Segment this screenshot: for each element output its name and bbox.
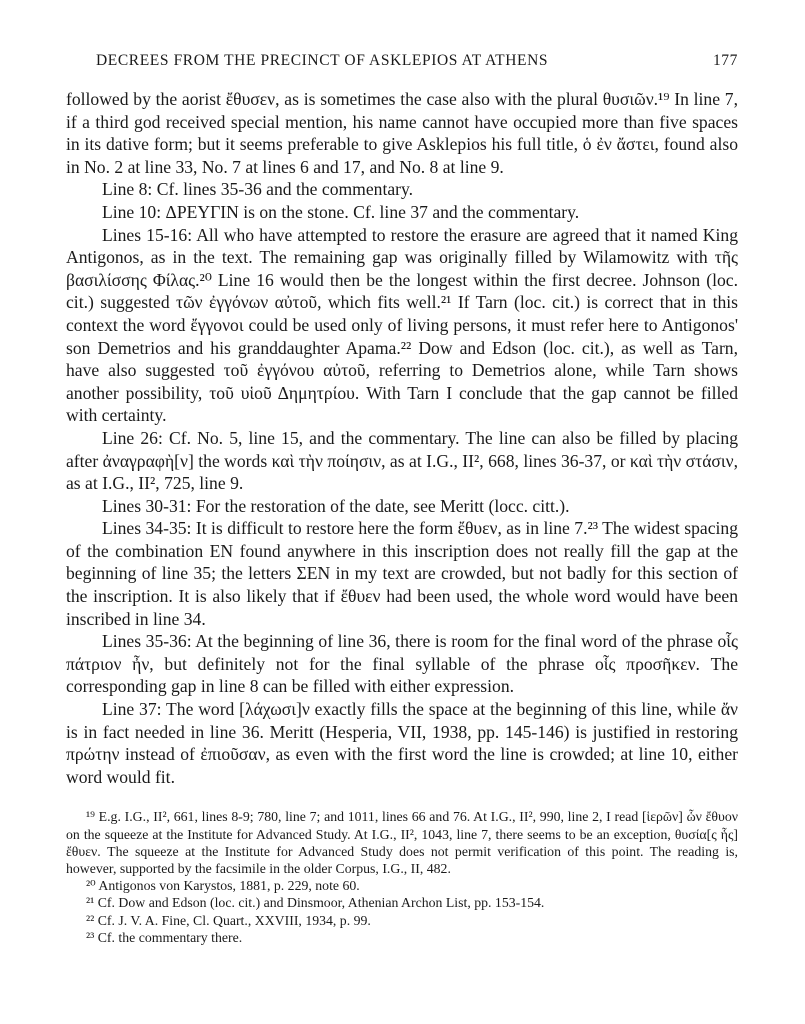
paragraph: Line 26: Cf. No. 5, line 15, and the commentary. The line can also be filled by placing after ἀναγραφὴ[ν] the words καὶ τὴν ποίησιν, as at I.G., II², 668, lines 36-37, or καὶ τὴν στάσιν, as at I.G., II², 725, line 9. (66, 427, 738, 494)
paragraph: Lines 15-16: All who have attempted to restore the erasure are agreed that it named King Antigonos, as in the text. The remaining gap was originally filled by Wilamowitz with τῆς βασιλίσσης Φίλας.²⁰ Line 16 would then be the longest within the first decree. Johnson (loc. cit.) suggested τῶν ἐγγόνων αὐτοῦ, which fits well.²¹ If Tarn (loc. cit.) is correct that in this context the word ἔγγονοι could be used only of living persons, it must refer here to Antigonos' son Demetrios and his granddaughter Apama.²² Dow and Edson (loc. cit.), as well as Tarn, have also suggested τοῦ ἐγγόνου αὐτοῦ, referring to Demetrios alone, while Tarn shows another possibility, τοῦ υἱοῦ Δημητρίου. With Tarn I conclude that the gap cannot be filled with certainty. (66, 224, 738, 426)
paragraph: Line 10: ΔΡΕΥΓΙΝ is on the stone. Cf. line 37 and the commentary. (102, 201, 580, 222)
footnote: ²² Cf. J. V. A. Fine, Cl. Quart., XXVIII, 1934, p. 99. (86, 912, 371, 928)
paragraph: Lines 35-36: At the beginning of line 36, there is room for the final word of the phrase οἷς πάτριον ἦν, but definitely not for the final syllable of the phrase οἷς προσῆκεν. The corresponding gap in line 8 can be filled with either expression. (66, 631, 738, 697)
paragraph: Lines 34-35: It is difficult to restore here the form ἔθυεν, as in line 7.²³ The widest spacing of the combination ΕΝ found anywhere in this inscription does not really fill the gap at the beginning of line 35; the letters ΣΕΝ in my text are crowded, but not badly for this section of the inscription. It is also likely that if ἔθυεν had been used, the whole word would have been inscribed in line 34. (66, 518, 738, 629)
paragraph: Lines 30-31: For the restoration of the date, see Meritt (locc. citt.). (102, 495, 570, 516)
running-head-title: DECREES FROM THE PRECINCT OF ASKLEPIOS AT ATHENS (96, 52, 549, 69)
page-number: 177 (712, 52, 738, 69)
footnote: ²³ Cf. the commentary there. (86, 929, 243, 945)
paragraph: followed by the aorist ἔθυσεν, as is sometimes the case also with the plural θυσιῶν.¹⁹ In line 7, if a third god received special mention, his name cannot have occupied more than five spaces in its dative form; but it seems preferable to give Asklepios his full title, ὁ ἐν ἄστει, found also in No. 2 at line 33, No. 7 at lines 6 and 17, and No. 8 at line 9. (66, 89, 738, 177)
footnote: ²⁰ Antigonos von Karystos, 1881, p. 229, note 60. (86, 878, 360, 894)
footnote: ¹⁹ E.g. I.G., II², 661, lines 8-9; 780, line 7; and 1011, lines 66 and 76. At I.G., II², 990, line 2, I read [ἱερῶν] ὧν ἔθυον on the squeeze at the Institute for Advanced Study. At I.G., II², 1043, line 7, there seems to be an exception, θυσία[ς ἧς] ἔθυεν. The squeeze at the Institute for Advanced Study does not permit verification of this point. The reading is, however, supported by the facsimile in the older Corpus, I.G., II, 482. (66, 809, 738, 877)
page (66, 52, 738, 946)
paragraph: Line 37: The word [λάχωσι]ν exactly fills the space at the beginning of this line, while ἄν is in fact needed in line 36. Meritt (Hesperia, VII, 1938, pp. 145-146) is justified in restoring πρώτην instead of ἐπιοῦσαν, as even with the first word the line is crowded; at line 10, either word would fit. (66, 699, 738, 787)
main-text (66, 88, 738, 788)
running-head (66, 52, 738, 70)
footnote: ²¹ Cf. Dow and Edson (loc. cit.) and Dinsmoor, Athenian Archon List, pp. 153-154. (86, 895, 545, 911)
footnotes (66, 808, 738, 946)
paragraph: Line 8: Cf. lines 35-36 and the commentary. (102, 179, 414, 200)
